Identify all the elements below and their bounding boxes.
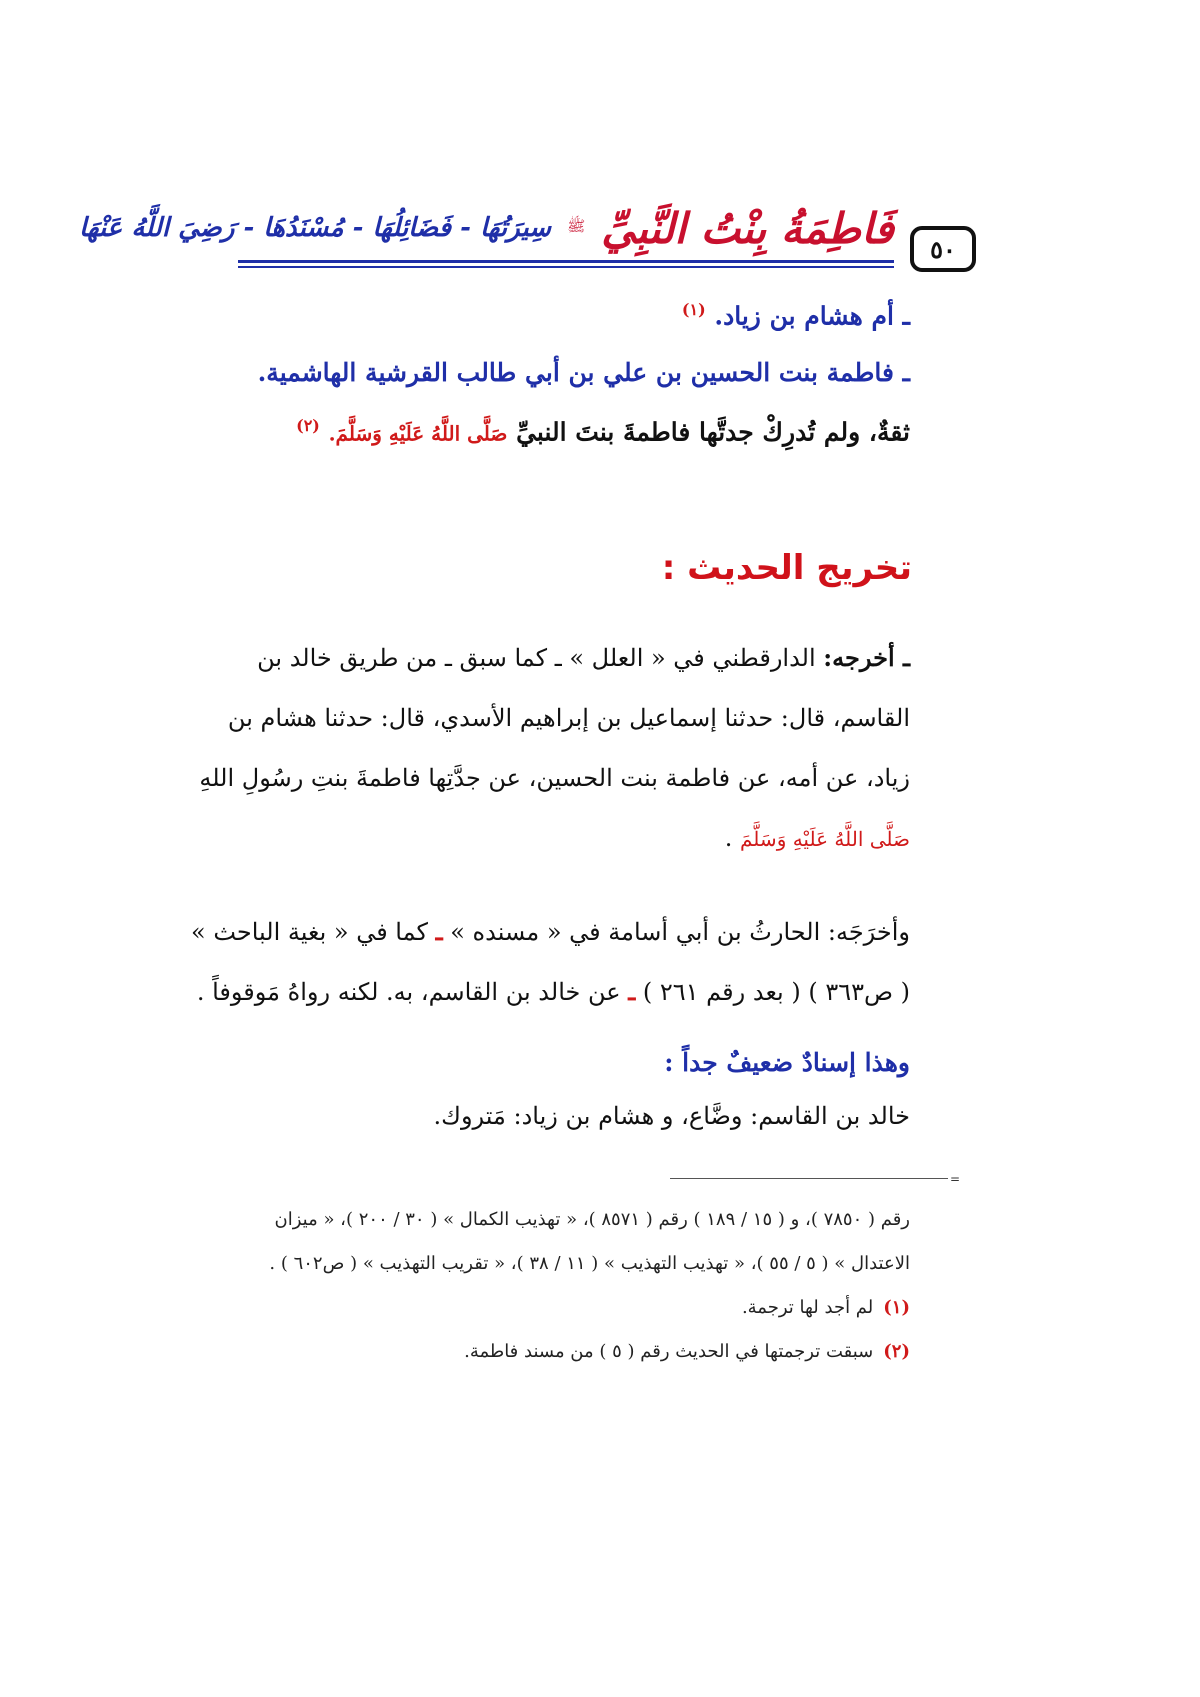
footnote-continuation-line: الاعتدال » ( ٥ / ٥٥ )، « تهذيب التهذيب » ( ١١ / ٣٨ )، « تقريب التهذيب » ( ص٦٠٢ ) . bbox=[269, 1253, 910, 1274]
paragraph-second-source bbox=[191, 902, 910, 1022]
footnote-ref-1: (١) bbox=[681, 300, 706, 319]
footnote-separator bbox=[670, 1178, 948, 1179]
header-rule bbox=[238, 260, 894, 263]
footnote-continuation-line: رقم ( ٧٨٥٠ )، و ( ١٥ / ١٨٩ ) رقم ( ٨٥٧١ )، « تهذيب الكمال » ( ٣٠ / ٢٠٠ )، « ميزان bbox=[274, 1209, 910, 1230]
book-title bbox=[79, 196, 894, 260]
footnote-number: (١) bbox=[883, 1297, 910, 1318]
paragraph-line: ( ص٣٦٣ ) ( بعد رقم ٢٦١ ) ـ عن خالد بن القاسم، به. لكنه رواهُ مَوقوفاً . bbox=[196, 977, 910, 1006]
narrator-line-1: ـ أم هشام بن زياد. $^{(١)}$ bbox=[681, 300, 910, 331]
book-title-main: فَاطِمَةُ بِنْتُ النَّبِيِّ bbox=[601, 203, 894, 253]
footnote-number: (٢) bbox=[883, 1341, 910, 1362]
salutation: صَلَّى اللَّهُ عَلَيْهِ وَسَلَّمَ. bbox=[328, 421, 508, 446]
dash: ـ bbox=[628, 977, 636, 1006]
paragraph-line: ـ أخرجه: الدارقطني في « العلل » ـ كما سبق ـ من طريق خالد بن bbox=[257, 643, 910, 672]
paragraph-line: صَلَّى اللَّهُ عَلَيْهِ وَسَلَّمَ . bbox=[724, 824, 910, 852]
footnote-item: (٢)سبقت ترجمتها في الحديث رقم ( ٥ ) من مسند فاطمة. bbox=[464, 1341, 910, 1362]
lead-word: ـ أخرجه: bbox=[823, 643, 910, 672]
footnote-item: (١)لم أجد لها ترجمة. bbox=[741, 1297, 910, 1318]
page-number: ٥٠ bbox=[910, 226, 976, 272]
narrator-line-2: ـ فاطمة بنت الحسين بن علي بن أبي طالب القرشية الهاشمية. bbox=[257, 358, 910, 387]
running-header bbox=[79, 196, 976, 272]
paragraph-line: القاسم، قال: حدثنا إسماعيل بن إبراهيم الأسدي، قال: حدثنا هشام بن bbox=[227, 704, 910, 732]
footnotes bbox=[269, 1198, 910, 1374]
salutation: صَلَّى اللَّهُ عَلَيْهِ وَسَلَّمَ bbox=[740, 827, 910, 851]
book-title-subtitle: سِيرَتُهَا - فَضَائِلُهَا - مُسْنَدُهَا - رَضِيَ اللَّهُ عَنْهَا bbox=[79, 213, 552, 243]
narrator-grading-line: ثقةٌ، ولم تُدرِكْ جدتَّها فاطمةَ بنتَ النبيِّ صَلَّى اللَّهُ عَلَيْهِ وَسَلَّمَ. $^{(٢)}$ bbox=[296, 416, 910, 447]
header-rule-secondary bbox=[238, 266, 894, 268]
dash: ـ bbox=[435, 917, 443, 946]
section-title: تخريج الحديث : bbox=[661, 548, 912, 588]
footnote-continuation-mark: = bbox=[950, 1172, 961, 1186]
isnad-verdict-text: خالد بن القاسم: وضَّاع، و هشام بن زياد: مَتروك. bbox=[433, 1102, 910, 1130]
paragraph-takhrij bbox=[199, 628, 910, 868]
isnad-verdict-heading: وهذا إسنادٌ ضعيفٌ جداً : bbox=[664, 1048, 910, 1077]
footnote-ref-2: (٢) bbox=[296, 416, 320, 435]
paragraph-line: وأخرَجَه: الحارثُ بن أبي أسامة في « مسنده » ـ كما في « بغية الباحث » bbox=[191, 917, 910, 946]
honorific-glyph: ﷺ bbox=[567, 217, 586, 235]
paragraph-line: زياد، عن أمه، عن فاطمة بنت الحسين، عن جدَّتِها فاطمةَ بنتِ رسُولِ اللهِ bbox=[199, 764, 910, 792]
